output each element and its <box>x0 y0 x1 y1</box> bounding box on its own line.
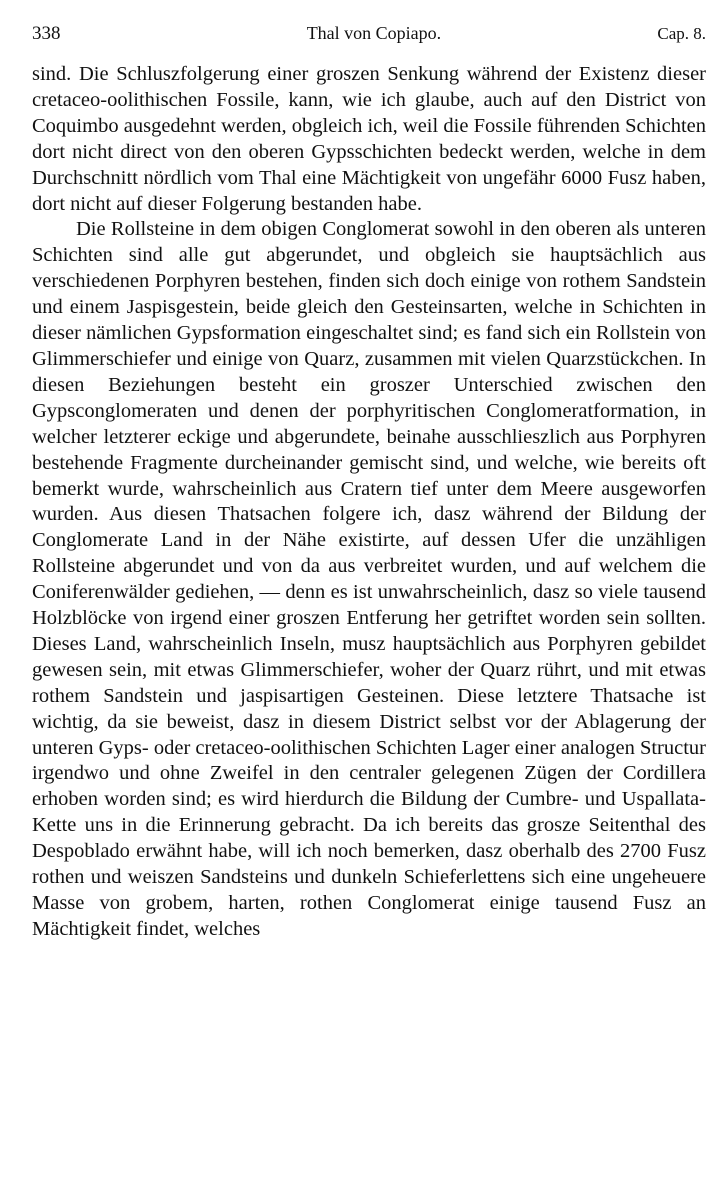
chapter-label: Cap. 8. <box>657 24 706 43</box>
running-head <box>32 22 706 56</box>
paragraph-continuation: sind. Die Schluszfolgerung einer groszen Senkung während der Existenz dieser cretaceo-oolithischen Fossile, kann, wie ich glaube, auch auf den District von Coquimbo ausgedehnt werden, obgleich ich, weil die Fossile führenden Schichten dort nicht direct von den oberen Gypsschichten bedeckt werden, welche in dem Durchschnitt nördlich vom Thal eine Mächtigkeit von ungefähr 6000 Fusz haben, dort nicht auf dieser Folgerung bestanden habe. <box>32 63 706 215</box>
running-title: Thal von Copiapo. <box>306 23 442 43</box>
paragraph-rollsteine: Die Rollsteine in dem obigen Conglomerat sowohl in den oberen als unteren Schichten sind alle gut abgerundet, und obgleich sie hauptsächlich aus verschiedenen Porphyren bestehen, finden sich doch einige von rothem Sandstein und einem Jaspisgestein, beide gleich den Gesteinsarten, welche in Schichten in dieser nämlichen Gypsformation eingeschaltet sind; es fand sich ein Rollstein von Glimmerschiefer und einige von Quarz, zusammen mit vielen Quarzstückchen. In diesen Beziehungen besteht ein groszer Unterschied zwischen den Gypsconglomeraten und denen der porphyritischen Conglomeratformation, in welcher letzterer eckige und abgerundete, beinahe ausschlieszlich aus Porphyren bestehende Fragmente durcheinander gemischt sind, und welche, wie bereits oft bemerkt wurde, wahrscheinlich aus Cratern tief unter dem Meere ausgeworfen wurden. Aus diesen Thatsachen folgere ich, dasz während der Bildung der Conglomerate Land in der Nähe existirte, auf dessen Ufer die unzähligen Rollsteine abgerundet und von da aus verbreitet wurden, und auf welchem die Coniferenwälder gediehen, — denn es ist unwahrscheinlich, dasz so viele tausend Holzblöcke von irgend einer groszen Entferung her getriftet worden sein sollten. Dieses Land, wahrscheinlich Inseln, musz hauptsächlich aus Porphyren gebildet gewesen sein, mit etwas Glimmerschiefer, woher der Quarz rührt, und mit etwas rothem Sandstein und jaspisartigen Gesteinen. Diese letztere Thatsache ist wichtig, da sie beweist, dasz in diesem District selbst vor der Ablagerung der unteren Gyps- oder cretaceo-oolithischen Schichten Lager einer analogen Structur irgendwo und ohne Zweifel in den centraler gelegenen Zügen der Cordillera erhoben worden sind; es wird hierdurch die Bildung der Cumbre- und Uspallata-Kette uns in die Erinnerung gebracht. Da ich bereits das grosze Seitenthal des Despoblado erwähnt habe, will ich noch bemerken, dasz oberhalb des 2700 Fusz rothen und weiszen Sandsteins und dunkeln Schieferlettens sich eine ungeheuere Masse von grobem, harten, rothen Conglomerat einige tausend Fusz an Mächtigkeit findet, welches <box>32 218 706 940</box>
body-text <box>32 62 706 943</box>
page-number: 338 <box>32 23 61 44</box>
